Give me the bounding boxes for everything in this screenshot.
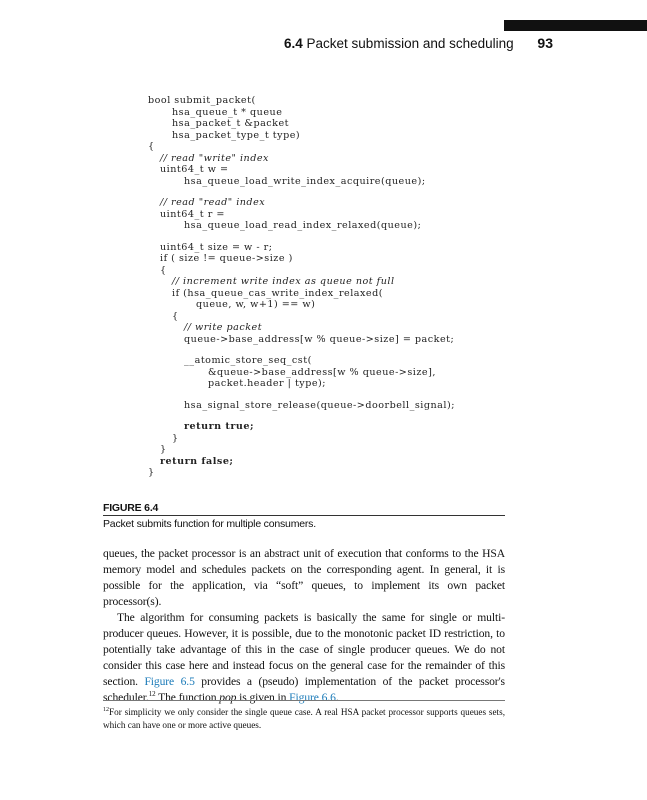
code-line: queue->base_address[w % queue->size] = packet; xyxy=(184,333,455,345)
code-blank-line xyxy=(148,390,528,400)
paragraph-2 xyxy=(103,610,505,706)
code-line: { xyxy=(148,141,155,152)
running-header xyxy=(0,35,553,51)
code-listing xyxy=(148,95,528,479)
section-number: 6.4 xyxy=(283,36,303,51)
code-line: } xyxy=(172,432,179,444)
code-line: } xyxy=(160,444,167,455)
code-line: // write packet xyxy=(184,322,263,333)
code-line: if (hsa_queue_cas_write_index_relaxed( xyxy=(172,287,383,299)
code-line: // read "read" index xyxy=(160,197,266,208)
code-line: // increment write index as queue not full xyxy=(172,276,395,287)
code-line: hsa_packet_t &packet xyxy=(172,118,290,129)
function-name: pop xyxy=(219,691,237,704)
paragraph-1: queues, the packet processor is an abstract unit of execution that conforms to the HSA memory model and schedules packets on the corresponding agent. In general, it is possible for the application, via “soft” queues, to implement its own packet processor(s). xyxy=(103,547,505,608)
figure-rule xyxy=(103,515,505,516)
code-line: } xyxy=(148,467,155,478)
code-line: hsa_queue_load_write_index_acquire(queue); xyxy=(184,175,426,187)
code-line: packet.header | type); xyxy=(208,378,327,389)
code-blank-line xyxy=(148,411,528,421)
code-line: hsa_packet_type_t type) xyxy=(172,129,301,141)
code-line: bool submit_packet( xyxy=(148,95,256,106)
code-line: &queue->base_address[w % queue->size], xyxy=(208,366,436,378)
code-line: // read "write" index xyxy=(160,152,269,164)
code-line: uint64_t size = w - r; xyxy=(160,241,273,253)
body-text xyxy=(103,546,505,706)
section-title: Packet submission and scheduling xyxy=(306,36,514,51)
figure-6-6-link[interactable]: Figure 6.6 xyxy=(289,691,336,704)
code-blank-line xyxy=(148,187,528,197)
code-blank-line xyxy=(148,232,528,242)
paragraph-2-text: is given in xyxy=(236,691,290,704)
code-line: hsa_signal_store_release(queue->doorbell_signal); xyxy=(184,399,455,411)
footnote-marker: 12 xyxy=(103,706,109,713)
code-line: return false; xyxy=(160,455,234,467)
figure-label: FIGURE 6.4 xyxy=(103,502,159,514)
code-line: hsa_queue_load_read_index_relaxed(queue); xyxy=(184,220,422,231)
figure-6-5-link[interactable]: Figure 6.5 xyxy=(144,675,195,688)
footnote-text: For simplicity we only consider the single queue case. A real HSA packet processor supports queues sets, which can have one or more active queues. xyxy=(103,707,505,730)
code-line: queue, w, w+1) == w) xyxy=(196,299,316,310)
figure-caption: Packet submits function for multiple consumers. xyxy=(103,518,316,530)
paragraph-2-text: provides a (pseudo) implementation of the packet processor's scheduler. xyxy=(103,675,505,704)
code-line: return true; xyxy=(184,421,255,432)
page-number: 93 xyxy=(537,35,553,51)
footnote xyxy=(103,706,505,732)
code-line: if ( size != queue->size ) xyxy=(160,253,293,264)
header-bar xyxy=(504,20,647,31)
code-line: { xyxy=(172,310,179,322)
footnote-rule xyxy=(103,700,505,701)
code-line: hsa_queue_t * queue xyxy=(172,106,283,118)
code-line: uint64_t r = xyxy=(160,208,225,220)
paragraph-2-text: . xyxy=(335,691,339,704)
code-line: __atomic_store_seq_cst( xyxy=(184,355,312,366)
footnote-ref[interactable]: 12 xyxy=(148,690,156,699)
code-blank-line xyxy=(148,345,528,355)
paragraph-2-text: The algorithm for consuming packets is basically the same for single or multi-producer queues. However, it is possible, due to the monotonic packet ID restriction, to potentially take advantage of this in the case of single producer queues. We do not consider this case here and instead focus on the general case for the remainder of this section. xyxy=(103,611,505,688)
paragraph-2-text: The function xyxy=(155,691,220,704)
code-line: uint64_t w = xyxy=(160,164,229,175)
code-line: { xyxy=(160,264,167,276)
